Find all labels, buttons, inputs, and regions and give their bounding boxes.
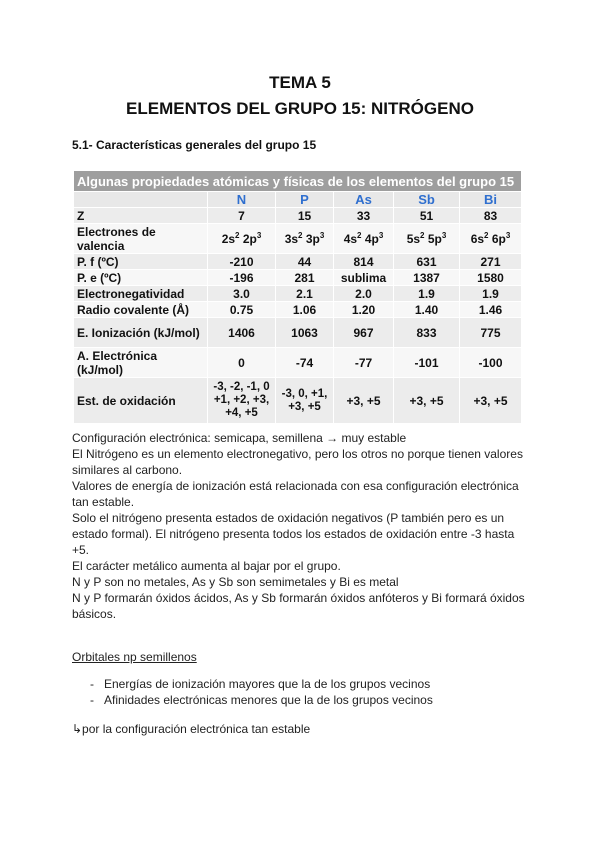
paragraph: N y P son no metales, As y Sb son semimetales y Bi es metal: [72, 575, 399, 589]
table-cell: 814: [334, 254, 394, 270]
bullet-list: [88, 676, 433, 708]
page-title: TEMA 5: [269, 73, 331, 92]
table-row: [74, 208, 522, 224]
table-cell: -77: [334, 348, 394, 378]
table-cell: 1.20: [334, 302, 394, 318]
table-cell: 967: [334, 318, 394, 348]
header-element: Bi: [460, 192, 522, 208]
table-cell: -196: [208, 270, 276, 286]
body-text: [72, 430, 532, 622]
table-cell: 83: [460, 208, 522, 224]
table-row: [74, 318, 522, 348]
list-item: - Afinidades electrónicas menores que la de los grupos vecinos: [88, 692, 433, 708]
table-cell: 1387: [394, 270, 460, 286]
table-cell: +3, +5: [460, 378, 522, 424]
row-label: P. e (ºC): [74, 270, 208, 286]
paragraph: Solo el nitrógeno presenta estados de oxidación negativos (P también pero es un estado formal). El nitrógeno presenta todos los estados de oxidación entre -3 hasta +5.: [72, 511, 515, 557]
table-row: [74, 378, 522, 424]
header-element: As: [334, 192, 394, 208]
page-subtitle: ELEMENTOS DEL GRUPO 15: NITRÓGENO: [126, 99, 474, 118]
table-cell: 1.9: [460, 286, 522, 302]
table-caption: Algunas propiedades atómicas y físicas de los elementos del grupo 15: [74, 171, 522, 192]
footer-note: ↳por la configuración electrónica tan estable: [72, 722, 311, 736]
table-row: [74, 224, 522, 254]
table-cell: -101: [394, 348, 460, 378]
header-element: Sb: [394, 192, 460, 208]
table-header-row: [74, 192, 522, 208]
header-empty-cell: [74, 192, 208, 208]
table-cell: 1063: [276, 318, 334, 348]
header-element: N: [208, 192, 276, 208]
paragraph: Configuración electrónica: semicapa, semillena → muy estable: [72, 431, 407, 445]
table-cell: 775: [460, 318, 522, 348]
valence-cell: $4s^2$ $4p^3$: [334, 224, 394, 254]
table-cell: 3.0: [208, 286, 276, 302]
table-cell: 1.40: [394, 302, 460, 318]
valence-cell: $5s^2$ $5p^3$: [394, 224, 460, 254]
table-cell: 1580: [460, 270, 522, 286]
table-cell: 271: [460, 254, 522, 270]
table-cell: 1.46: [460, 302, 522, 318]
table-cell: 631: [394, 254, 460, 270]
table-cell: -74: [276, 348, 334, 378]
properties-table: [73, 170, 522, 424]
table-cell: 44: [276, 254, 334, 270]
table-cell: -3, -2, -1, 0 +1, +2, +3, +4, +5: [208, 378, 276, 424]
table-cell: 1406: [208, 318, 276, 348]
table-cell: 7: [208, 208, 276, 224]
title-block: [0, 72, 600, 120]
paragraph: El carácter metálico aumenta al bajar por el grupo.: [72, 559, 341, 573]
row-label: Z: [74, 208, 208, 224]
header-element: P: [276, 192, 334, 208]
section-heading: 5.1- Características generales del grupo 15: [72, 138, 317, 152]
table-cell: 2.1: [276, 286, 334, 302]
row-label: P. f (ºC): [74, 254, 208, 270]
table-cell: 0: [208, 348, 276, 378]
table-row: [74, 302, 522, 318]
paragraph: Valores de energía de ionización está relacionada con esa configuración electrónica tan estable.: [72, 479, 519, 509]
orbitals-heading: Orbitales np semillenos: [72, 650, 197, 664]
table-cell: sublima: [334, 270, 394, 286]
row-label: Electrones de valencia: [74, 224, 208, 254]
valence-cell: $3s^2$ $3p^3$: [276, 224, 334, 254]
valence-cell: $2s^2$ $2p^3$: [208, 224, 276, 254]
row-label: Electronegatividad: [74, 286, 208, 302]
valence-cell: $6s^2$ $6p^3$: [460, 224, 522, 254]
table-row: [74, 286, 522, 302]
table-cell: 33: [334, 208, 394, 224]
table-cell: -3, 0, +1, +3, +5: [276, 378, 334, 424]
table-cell: +3, +5: [394, 378, 460, 424]
paragraph: El Nitrógeno es un elemento electronegativo, pero los otros no porque tienen valores similares al carbono.: [72, 447, 523, 477]
table-cell: 1.9: [394, 286, 460, 302]
table-cell: 15: [276, 208, 334, 224]
table-cell: 833: [394, 318, 460, 348]
table-row: [74, 254, 522, 270]
table-cell: +3, +5: [334, 378, 394, 424]
table-cell: 281: [276, 270, 334, 286]
table-cell: 2.0: [334, 286, 394, 302]
table-cell: 1.06: [276, 302, 334, 318]
row-label: E. Ionización (kJ/mol): [74, 318, 208, 348]
row-label: A. Electrónica (kJ/mol): [74, 348, 208, 378]
table-row: [74, 348, 522, 378]
row-label: Est. de oxidación: [74, 378, 208, 424]
table-cell: 51: [394, 208, 460, 224]
paragraph: N y P formarán óxidos ácidos, As y Sb formarán óxidos anfóteros y Bi formará óxidos básicos.: [72, 591, 525, 621]
row-label: Radio covalente (Å): [74, 302, 208, 318]
list-item: - Energías de ionización mayores que la de los grupos vecinos: [88, 676, 433, 692]
table-row: [74, 270, 522, 286]
table-cell: -210: [208, 254, 276, 270]
table-cell: 0.75: [208, 302, 276, 318]
table-cell: -100: [460, 348, 522, 378]
